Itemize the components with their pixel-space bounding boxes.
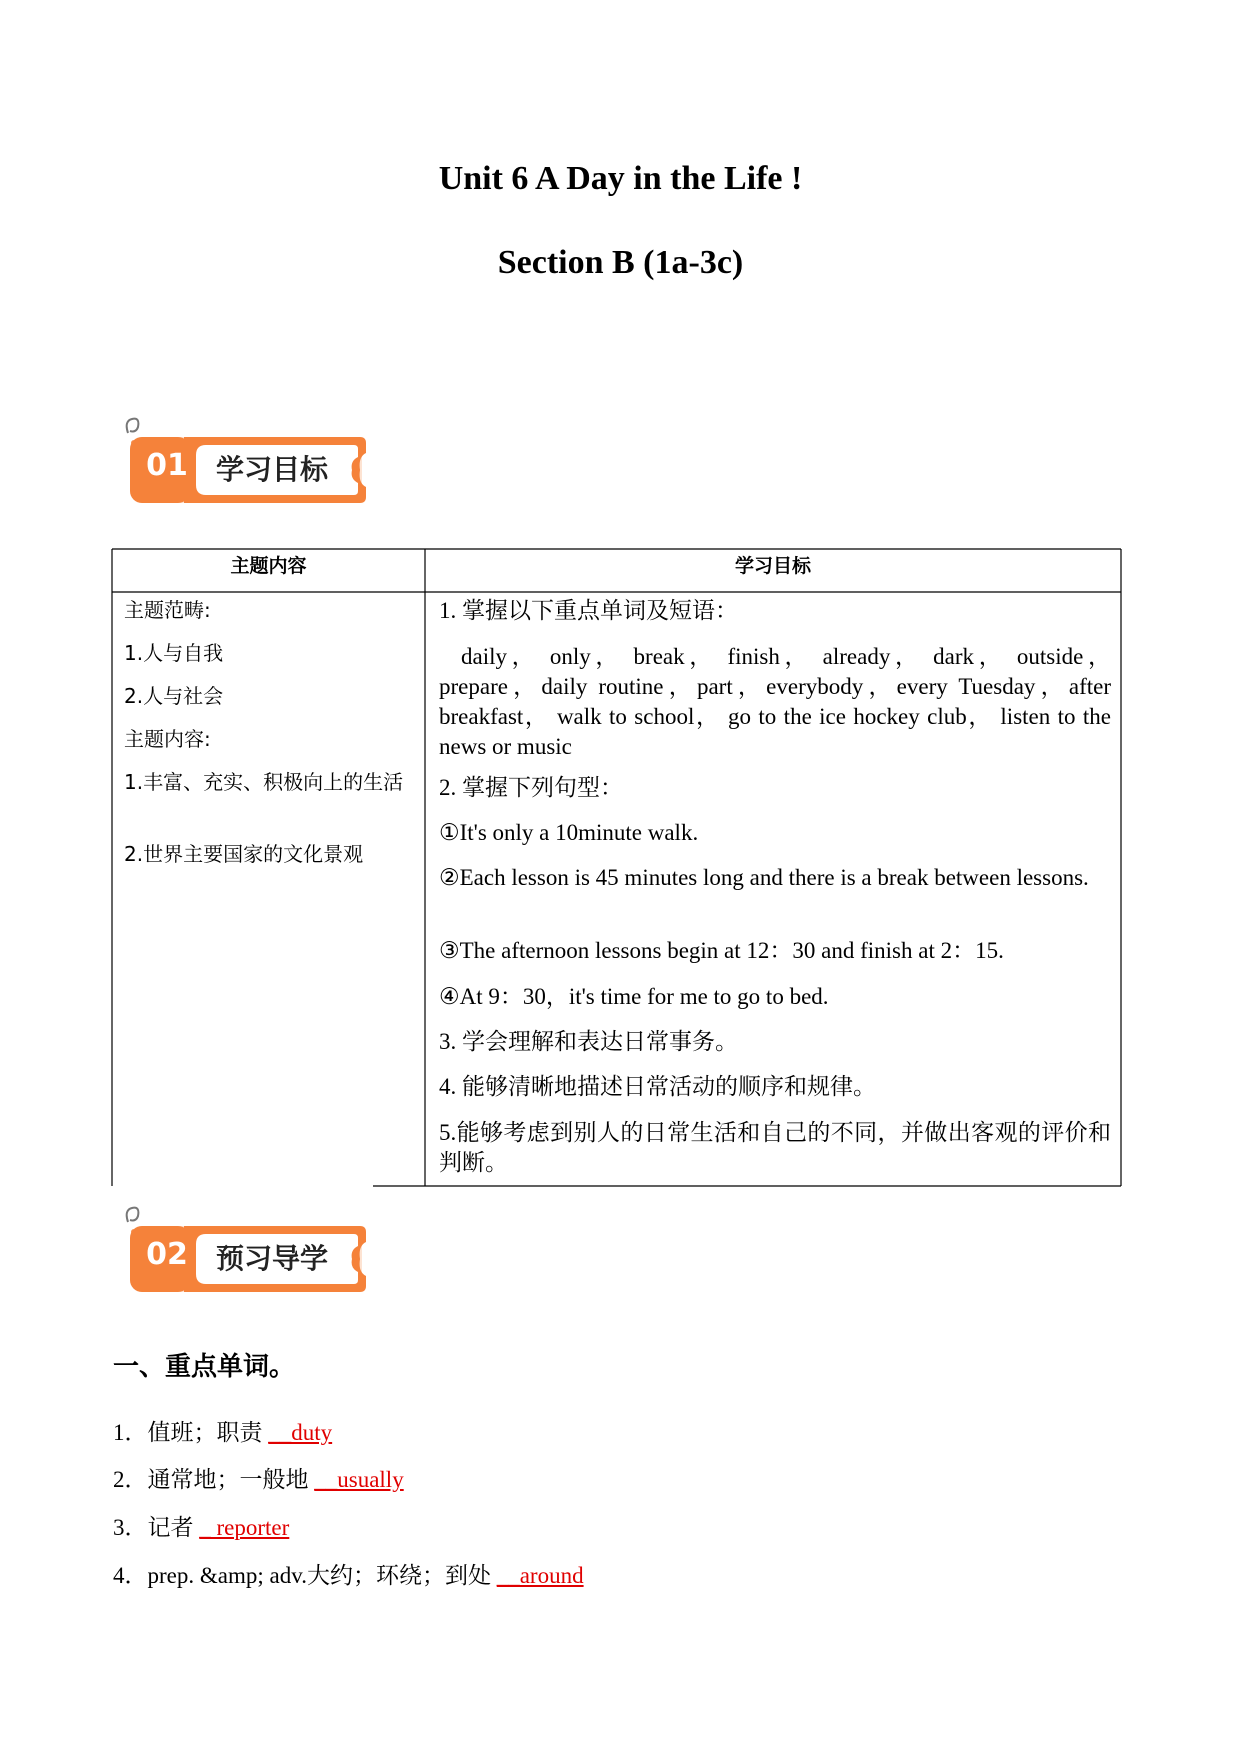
badge-number: 02	[146, 1237, 188, 1272]
badge-number: 01	[146, 448, 188, 483]
topic-item: 2.世界主要国家的文化景观	[124, 842, 364, 866]
vocab-prompt: 值班；职责	[147, 1420, 269, 1445]
goal-item: 1. 掌握以下重点单词及短语：	[439, 598, 738, 623]
goal-item: 2. 掌握下列句型：	[439, 775, 623, 800]
badge-label: 学习目标	[216, 453, 329, 486]
document-subtitle: Section B (1a-3c)	[497, 244, 744, 281]
vocab-answer: __around	[496, 1563, 584, 1588]
document-title: Unit 6 A Day in the Life !	[438, 160, 803, 197]
topic-item: 2.人与社会	[124, 684, 224, 708]
vocab-prompt: 记者	[147, 1515, 200, 1540]
goal-item: 5.能够考虑到别人的日常生活和自己的不同，并做出客观的评价和判断。	[439, 1120, 1111, 1175]
topic-item: 主题范畴:	[124, 598, 211, 622]
vocab-answer: __duty	[268, 1420, 333, 1445]
vocab-answer: _ reporter	[199, 1515, 290, 1540]
vocab-prompt: 通常地；一般地	[147, 1467, 315, 1492]
vocab-item	[113, 1557, 584, 1590]
topic-item: 1.丰富、充实、积极向上的生活	[124, 770, 404, 794]
vocab-item	[113, 1461, 404, 1494]
goal-sentence: ③The afternoon lessons begin at 12：30 and finish at 2：15.	[439, 938, 1004, 963]
table-header-goals: 学习目标	[734, 555, 811, 577]
vocab-item	[113, 1509, 289, 1542]
vocab-number: 4．	[113, 1563, 148, 1588]
topic-item: 1.人与自我	[124, 641, 224, 665]
vocab-answer: __usually	[314, 1467, 404, 1492]
topic-item: 主题内容:	[124, 727, 211, 751]
goal-item: 4. 能够清晰地描述日常活动的顺序和规律。	[439, 1074, 876, 1099]
goal-sentence: ①It's only a 10minute walk.	[439, 820, 699, 845]
vocab-item	[113, 1414, 332, 1447]
vocab-prompt: prep. &amp; adv.大约；环绕；到处	[147, 1563, 497, 1588]
vocab-number: 1．	[113, 1420, 148, 1445]
goal-vocab-list: daily， only， break， finish， already， dark， outside，prepare，daily routine，part，everybody，every Tuesday，after breakfast， walk to school， go to the ice hockey club， listen to the news or music	[439, 644, 1111, 759]
badge-label: 预习导学	[216, 1242, 329, 1275]
section-badge-02	[122, 1202, 368, 1292]
goal-sentence: ②Each lesson is 45 minutes long and there is a break between lessons.	[439, 865, 1089, 890]
goal-sentence: ④At 9：30，it's time for me to go to bed.	[439, 984, 829, 1009]
goal-item: 3. 学会理解和表达日常事务。	[439, 1029, 738, 1054]
section-heading: 一、重点单词。	[113, 1352, 296, 1382]
vocab-number: 3．	[113, 1515, 148, 1540]
table-header-topic: 主题内容	[230, 555, 307, 577]
vocab-number: 2．	[113, 1467, 148, 1492]
